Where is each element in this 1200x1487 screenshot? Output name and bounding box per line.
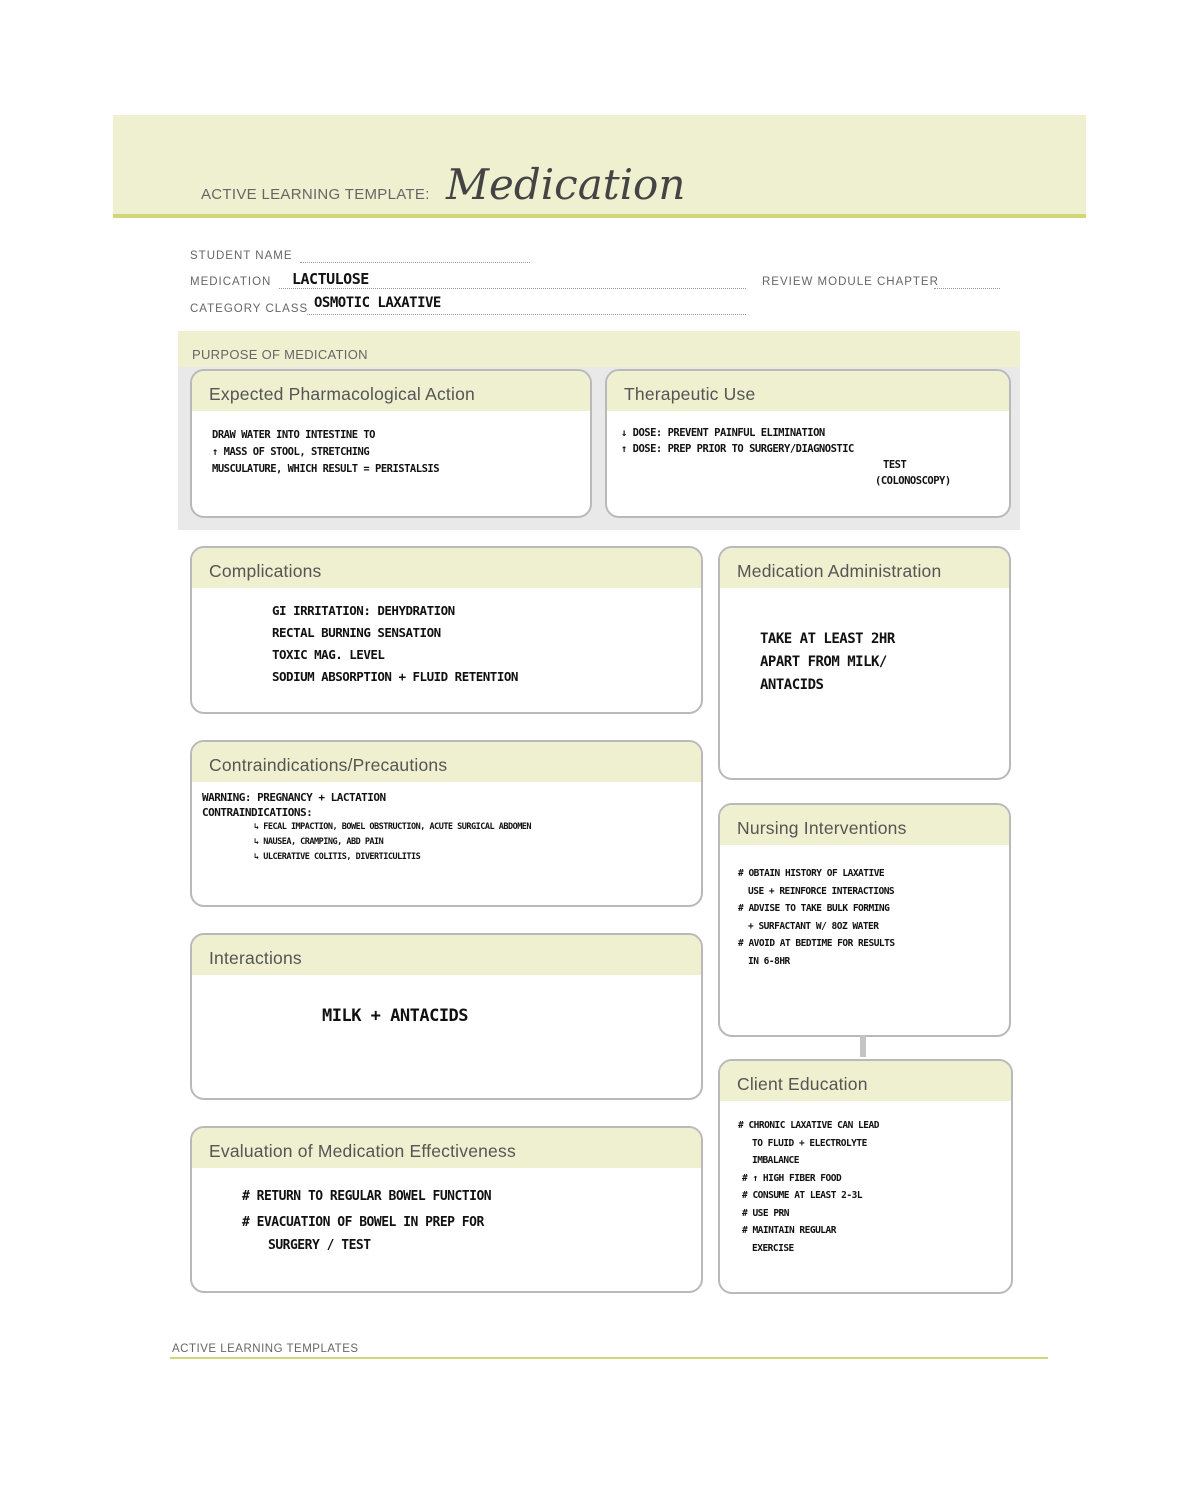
therapeutic-use-title: Therapeutic Use — [607, 371, 1009, 411]
text-line: CONTRAINDICATIONS: — [202, 806, 313, 819]
text-line: ↳ ULCERATIVE COLITIS, DIVERTICULITIS — [254, 852, 421, 862]
text-line: # USE PRN — [742, 1207, 789, 1219]
text-line: MILK + ANTACIDS — [322, 1006, 469, 1026]
interactions-title: Interactions — [192, 935, 701, 975]
text-line: IMBALANCE — [752, 1155, 799, 1166]
review-module-label: REVIEW MODULE CHAPTER — [762, 276, 939, 288]
complications-title: Complications — [192, 548, 701, 588]
template-label: ACTIVE LEARNING TEMPLATE: — [201, 186, 430, 203]
purpose-label: PURPOSE OF MEDICATION — [192, 347, 368, 362]
text-line: APART FROM MILK/ — [760, 654, 887, 670]
footer-divider — [170, 1357, 1048, 1359]
expected-action-box — [190, 369, 592, 518]
text-line: # CHRONIC LAXATIVE CAN LEAD — [738, 1120, 879, 1131]
text-line: SURGERY / TEST — [268, 1238, 371, 1253]
text-line: # OBTAIN HISTORY OF LAXATIVE — [738, 868, 885, 879]
text-line: TOXIC MAG. LEVEL — [272, 647, 385, 662]
page-title: Medication — [446, 160, 686, 209]
expected-action-title: Expected Pharmacological Action — [192, 371, 590, 411]
evaluation-box — [190, 1126, 703, 1293]
text-line: WARNING: PREGNANCY + LACTATION — [202, 791, 386, 804]
client-education-box — [718, 1059, 1013, 1294]
text-line: SODIUM ABSORPTION + FLUID RETENTION — [272, 669, 518, 684]
contraindications-box — [190, 740, 703, 907]
text-line: EXERCISE — [752, 1242, 794, 1254]
text-line: # AVOID AT BEDTIME FOR RESULTS — [738, 938, 895, 949]
category-label: CATEGORY CLASS — [190, 303, 309, 315]
therapeutic-use-box — [605, 369, 1011, 518]
administration-box — [718, 546, 1011, 780]
text-line: # EVACUATION OF BOWEL IN PREP FOR — [242, 1215, 484, 1230]
client-education-title: Client Education — [720, 1061, 1011, 1101]
text-line: TEST — [883, 459, 907, 471]
category-value: OSMOTIC LAXATIVE — [314, 295, 441, 311]
complications-box — [190, 546, 703, 714]
review-module-field[interactable] — [934, 288, 1000, 289]
text-line: ↓ DOSE: PREVENT PAINFUL ELIMINATION — [621, 427, 825, 439]
text-line: (COLONOSCOPY) — [875, 475, 951, 487]
administration-title: Medication Administration — [720, 548, 1009, 588]
interactions-box — [190, 933, 703, 1100]
text-line: ↑ MASS OF STOOL, STRETCHING — [212, 446, 370, 458]
medication-label: MEDICATION — [190, 276, 272, 288]
text-line: ANTACIDS — [760, 677, 824, 693]
text-line: IN 6-8HR — [748, 955, 790, 967]
nursing-title: Nursing Interventions — [720, 805, 1009, 845]
text-line: ↳ FECAL IMPACTION, BOWEL OBSTRUCTION, ACUTE SURGICAL ABDOMEN — [254, 822, 532, 832]
text-line: ↳ NAUSEA, CRAMPING, ABD PAIN — [254, 837, 384, 847]
text-line: # CONSUME AT LEAST 2-3L — [742, 1190, 863, 1201]
text-line: USE + REINFORCE INTERACTIONS — [748, 885, 895, 897]
text-line: GI IRRITATION: DEHYDRATION — [272, 603, 455, 618]
student-name-field[interactable] — [300, 262, 530, 263]
text-line: ↑ DOSE: PREP PRIOR TO SURGERY/DIAGNOSTIC — [621, 443, 854, 455]
text-line: # ADVISE TO TAKE BULK FORMING — [738, 903, 890, 914]
text-line: RECTAL BURNING SENSATION — [272, 625, 441, 640]
text-line: + SURFACTANT W/ 8OZ WATER — [748, 920, 879, 932]
medication-field[interactable] — [279, 288, 746, 289]
text-line: MUSCULATURE, WHICH RESULT = PERISTALSIS — [212, 463, 440, 475]
nursing-box — [718, 803, 1011, 1037]
text-line: TAKE AT LEAST 2HR — [760, 631, 895, 647]
evaluation-title: Evaluation of Medication Effectiveness — [192, 1128, 701, 1168]
text-line: DRAW WATER INTO INTESTINE TO — [212, 429, 376, 441]
box-connector — [860, 1035, 866, 1057]
student-name-label: STUDENT NAME — [190, 250, 293, 262]
medication-value: LACTULOSE — [292, 270, 369, 288]
category-field[interactable] — [307, 314, 746, 315]
contraindications-title: Contraindications/Precautions — [192, 742, 701, 782]
text-line: TO FLUID + ELECTROLYTE — [752, 1137, 867, 1149]
text-line: # RETURN TO REGULAR BOWEL FUNCTION — [242, 1189, 492, 1204]
text-line: # ↑ HIGH FIBER FOOD — [742, 1172, 842, 1184]
text-line: # MAINTAIN REGULAR — [742, 1225, 836, 1236]
footer-label: ACTIVE LEARNING TEMPLATES — [172, 1343, 359, 1355]
header-divider — [113, 214, 1086, 218]
